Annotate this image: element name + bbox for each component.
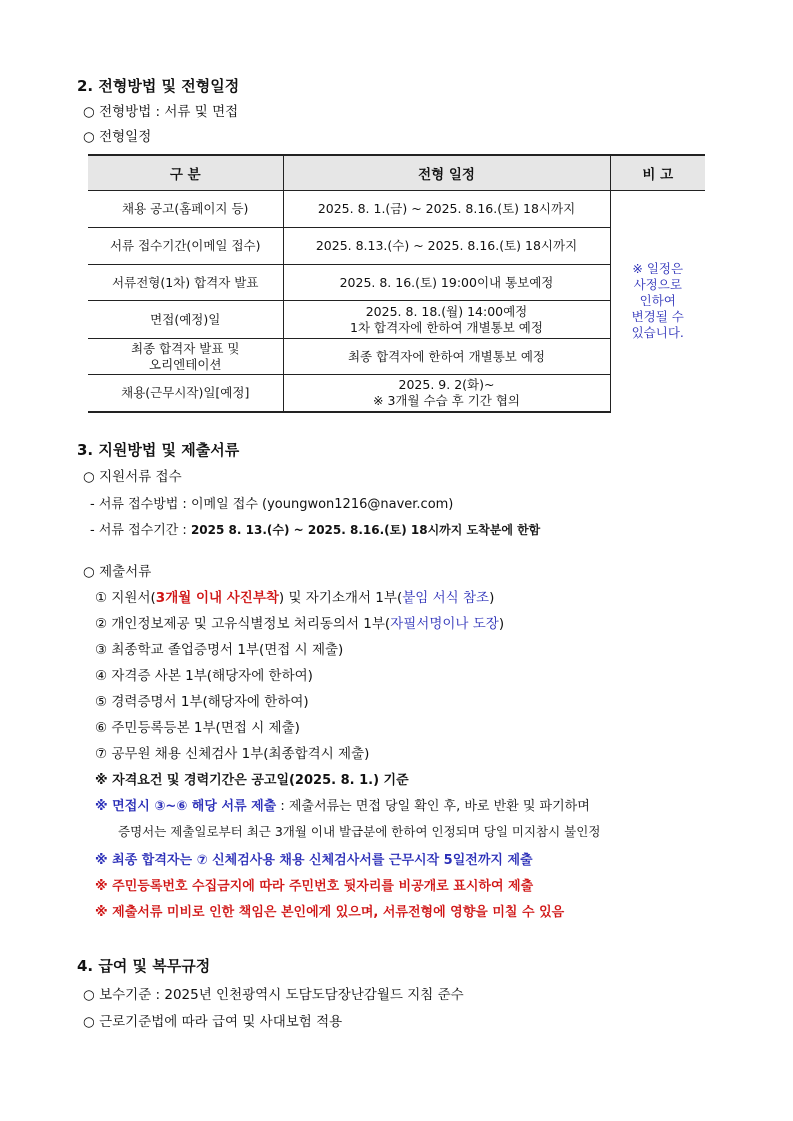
- note-line: 인하여: [639, 293, 676, 309]
- schedule-label: ○ 전형일정: [83, 129, 152, 145]
- pay-standard: ○ 보수기준 : 2025년 인천광역시 도담도담장난감월드 지침 준수: [83, 987, 464, 1003]
- submission-period: [90, 519, 540, 538]
- documents-label: ○ 제출서류: [83, 564, 152, 580]
- header-category: 구 분: [88, 155, 283, 191]
- note-line: ※ 일정은: [632, 261, 684, 277]
- document-item: ④ 자격증 사본 1부(해당자에 한하여): [95, 668, 313, 684]
- schedule-table: [88, 154, 705, 413]
- final-pass-note: ※ 최종 합격자는 ⑦ 신체검사용 채용 신체검사서를 근무시작 5일전까지 제출: [95, 853, 533, 868]
- item-text: ): [498, 616, 505, 632]
- document-item: ③ 최종학교 졸업증명서 1부(면접 시 제출): [95, 642, 344, 658]
- interview-note-rest: : 제출서류는 면접 당일 확인 후, 바로 반환 및 파기하며: [276, 799, 590, 814]
- document-item: ⑤ 경력증명서 1부(해당자에 한하여): [95, 694, 309, 710]
- table-row: [88, 191, 705, 228]
- submission-method: - 서류 접수방법 : 이메일 접수 (youngwon1216@naver.com): [90, 497, 454, 512]
- row-schedule: 2025. 8.13.(수) ~ 2025. 8.16.(토) 18시까지: [283, 228, 610, 265]
- item-highlight: 붙임 서식 참조: [402, 590, 490, 606]
- labor-law: ○ 근로기준법에 따라 급여 및 사대보험 적용: [83, 1014, 343, 1030]
- document-item: ⑥ 주민등록등본 1부(면접 시 제출): [95, 720, 300, 736]
- schedule-line: 1차 합격자에 한하여 개별통보 예정: [350, 319, 543, 335]
- table-header-row: [88, 155, 705, 191]
- note-line: 사정으로: [633, 277, 682, 293]
- note-line: 변경될 수: [631, 309, 684, 325]
- category-line: 오리엔테이션: [149, 356, 222, 372]
- row-schedule: [283, 375, 610, 412]
- item-text: ① 지원서(: [95, 590, 156, 606]
- document-item: [95, 586, 494, 606]
- remarks-note: [610, 191, 705, 412]
- row-category: 서류 접수기간(이메일 접수): [88, 228, 283, 265]
- document-item: ⑦ 공무원 채용 신체검사 1부(최종합격시 제출): [95, 746, 370, 762]
- row-schedule: 2025. 8. 16.(토) 19:00이내 통보예정: [283, 265, 610, 301]
- interview-note-bold: ※ 면접시 ③~⑥ 해당 서류 제출: [95, 799, 277, 814]
- item-text: ② 개인정보제공 및 고유식별정보 처리동의서 1부(: [95, 616, 391, 632]
- row-schedule: 최종 합격자에 한하여 개별통보 예정: [283, 339, 610, 375]
- section-3-title: 3. 지원방법 및 제출서류: [77, 441, 240, 459]
- interview-note-line2: 증명서는 제출일로부터 최근 3개월 이내 발급분에 한하여 인정되며 당일 미지참시 불인정: [118, 824, 601, 839]
- selection-method: ○ 전형방법 : 서류 및 면접: [83, 104, 239, 120]
- row-category: 채용 공고(홈페이지 등): [88, 191, 283, 228]
- section-4-title: 4. 급여 및 복무규정: [77, 957, 211, 975]
- document-item: [95, 612, 504, 632]
- header-remarks: 비 고: [610, 155, 705, 191]
- eligibility-note: ※ 자격요건 및 경력기간은 공고일(2025. 8. 1.) 기준: [95, 773, 409, 788]
- header-schedule: 전형 일정: [283, 155, 610, 191]
- period-prefix: - 서류 접수기간 :: [90, 523, 191, 538]
- row-category: 면접(예정)일: [88, 301, 283, 339]
- responsibility-note: ※ 제출서류 미비로 인한 책임은 본인에게 있으며, 서류전형에 영향을 미칠 수 있음: [95, 905, 565, 920]
- item-highlight: 자필서명이나 도장: [390, 616, 499, 632]
- row-category: [88, 339, 283, 375]
- schedule-line: 2025. 9. 2(화)~: [398, 376, 495, 392]
- interview-note: [95, 795, 590, 814]
- period-value: 2025 8. 13.(수) ~ 2025. 8.16.(토) 18시까지 도착분에 한함: [190, 523, 541, 537]
- schedule-line: 2025. 8. 18.(월) 14:00예정: [365, 303, 528, 319]
- resident-number-note: ※ 주민등록번호 수집금지에 따라 주민번호 뒷자리를 비공개로 표시하여 제출: [95, 879, 534, 894]
- item-text: ) 및 자기소개서 1부(: [278, 590, 403, 606]
- row-schedule: [283, 301, 610, 339]
- schedule-line: ※ 3개월 수습 후 기간 협의: [373, 392, 520, 408]
- receipt-label: ○ 지원서류 접수: [83, 469, 182, 485]
- row-category: 서류전형(1차) 합격자 발표: [88, 265, 283, 301]
- section-2-title: 2. 전형방법 및 전형일정: [77, 77, 240, 95]
- note-line: 있습니다.: [631, 325, 684, 341]
- row-category: 채용(근무시작)일[예정]: [88, 375, 283, 412]
- item-highlight: 3개월 이내 사진부착: [155, 590, 279, 606]
- row-schedule: 2025. 8. 1.(금) ~ 2025. 8.16.(토) 18시까지: [283, 191, 610, 228]
- category-line: 최종 합격자 발표 및: [130, 340, 240, 356]
- item-text: ): [489, 590, 495, 606]
